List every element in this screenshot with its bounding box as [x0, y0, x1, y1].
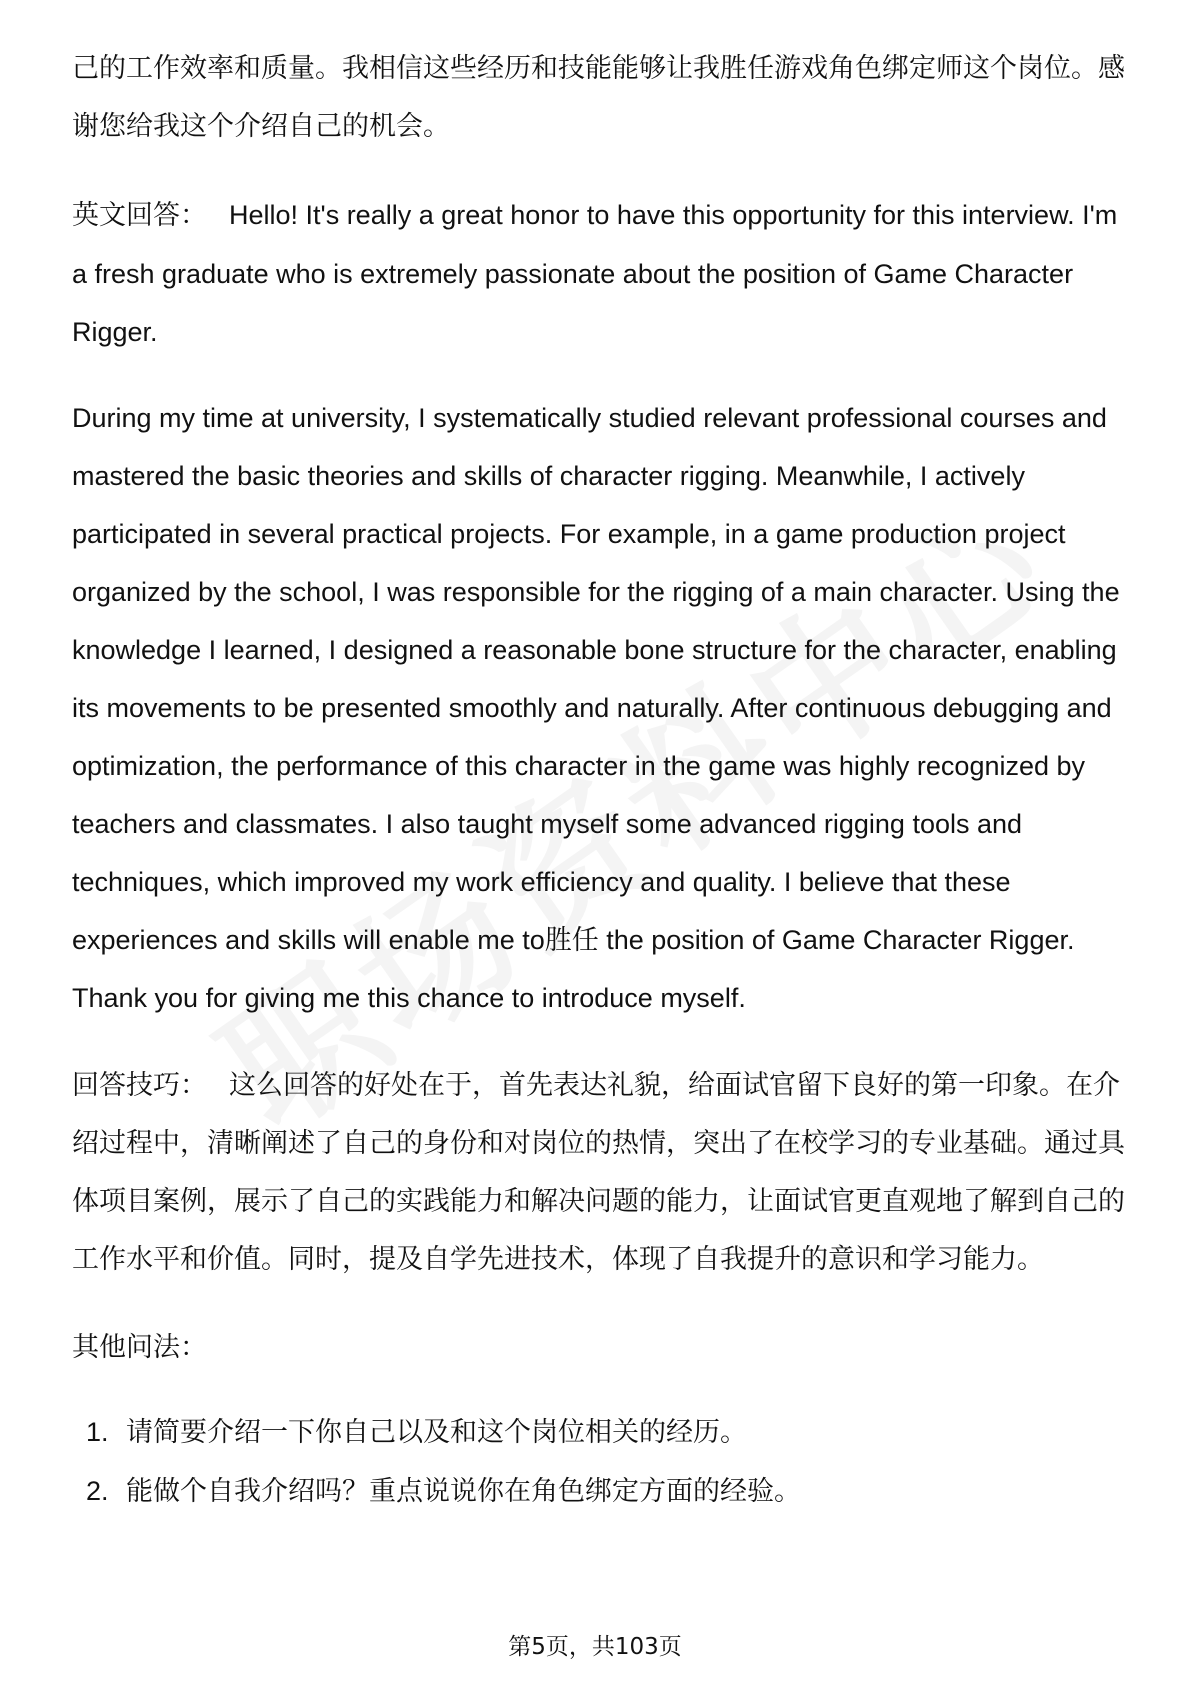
english-answer-text-1: Hello! It's really a great honor to have this opportunity for this interview. I'm a fresh graduate who is extremely passionate about the position of Game Character Rigger. [72, 200, 1118, 347]
list-item [72, 1462, 1127, 1521]
intro-continuation: 己的工作效率和质量。我相信这些经历和技能能够让我胜任游戏角色绑定师这个岗位。感谢您给我这个介绍自己的机会。 [72, 53, 1125, 142]
list-item-text: 能做个自我介绍吗？重点说说你在角色绑定方面的经验。 [126, 1476, 801, 1507]
page-content [72, 40, 1127, 1521]
list-item [72, 1403, 1127, 1462]
other-questions-list [72, 1403, 1127, 1521]
list-item-number: 1. [86, 1417, 109, 1447]
tips-paragraph [72, 1057, 1127, 1289]
list-item-number: 2. [86, 1476, 109, 1506]
page-footer: 第5页，共103页 [508, 1634, 682, 1660]
tips-text: 这么回答的好处在于，首先表达礼貌，给面试官留下良好的第一印象。在介绍过程中，清晰阐述了自己的身份和对岗位的热情，突出了在校学习的专业基础。通过具体项目案例，展示了自己的实践能力和解决问题的能力，让面试官更直观地了解到自己的工作水平和价值。同时，提及自学先进技术，体现了自我提升的意识和学习能力。 [72, 1070, 1125, 1275]
english-answer-paragraph-2: During my time at university, I systematically studied relevant professional courses and mastered the basic theories and skills of character rigging. Meanwhile, I actively participated in several practical projects. For example, in a game production project organized by the school, I was responsible for the rigging of a main character. Using the knowledge I learned, I designed a reasonable bone structure for the character, enabling its movements to be presented smoothly and naturally. After continuous debugging and optimization, the performance of this character in the game was highly recognized by teachers and classmates. I also taught myself some advanced rigging tools and techniques, which improved my work efficiency and quality. I believe that these experiences and skills will enable me to胜任 the position of Game Character Rigger. Thank you for giving me this chance to introduce myself. [72, 403, 1120, 1013]
english-answer-paragraph-1 [72, 186, 1127, 361]
other-questions-label: 其他问法： [72, 1332, 207, 1363]
list-item-text: 请简要介绍一下你自己以及和这个岗位相关的经历。 [126, 1417, 747, 1448]
tips-label: 回答技巧： [72, 1070, 207, 1101]
english-answer-label: 英文回答： [72, 200, 207, 231]
